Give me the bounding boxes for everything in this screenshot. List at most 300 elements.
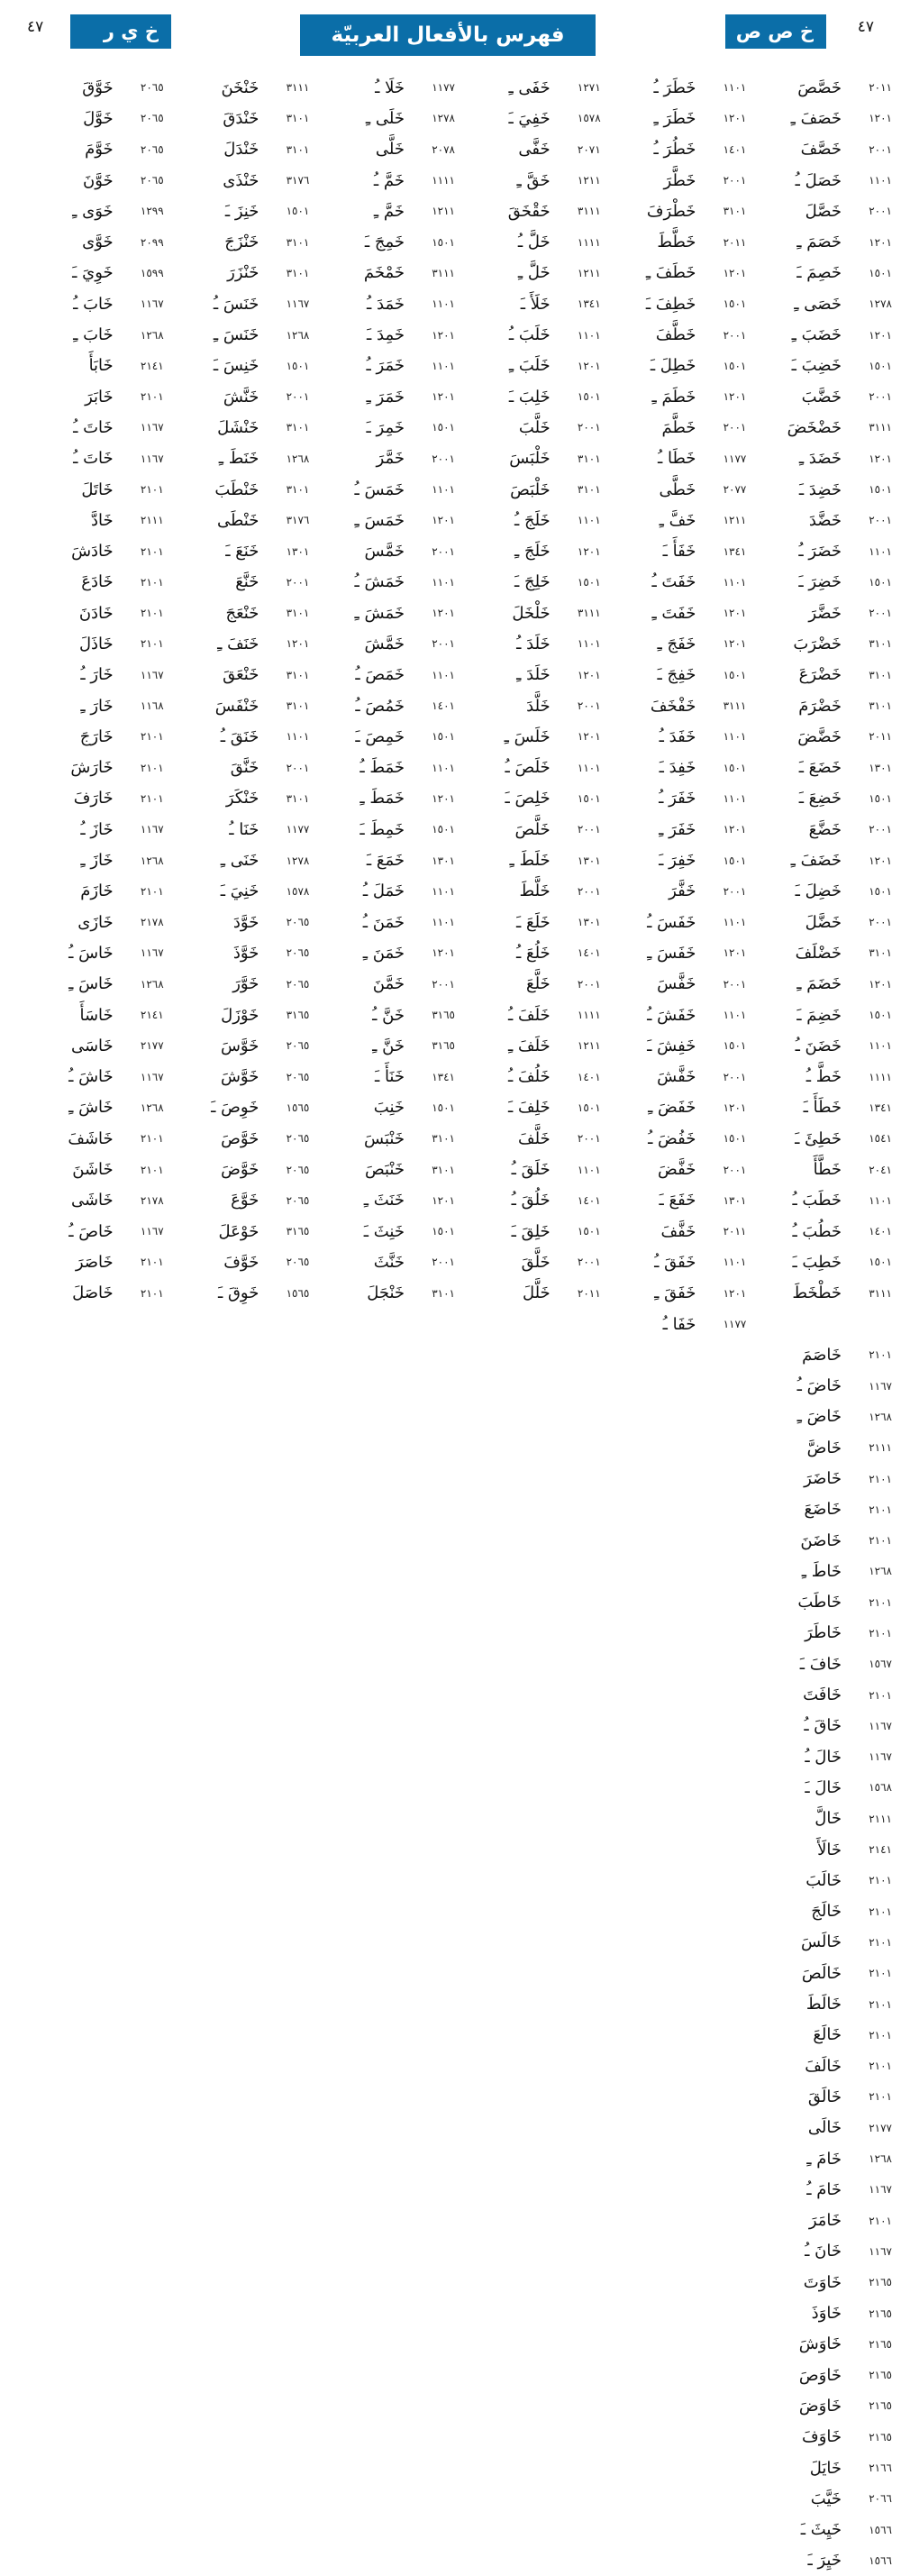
verb-text: خَطِلَ ـَ xyxy=(650,356,696,376)
conjugation-code: ٢٠٤١ xyxy=(869,1163,892,1176)
verb-entry xyxy=(601,1123,747,1154)
verb-entry xyxy=(18,1000,164,1030)
verb-entry xyxy=(18,443,164,474)
conjugation-code: ١١٠١ xyxy=(723,791,747,805)
conjugation-code: ١٢٦٨ xyxy=(869,1565,892,1578)
verb-text: خَنْدَقَ xyxy=(223,108,259,128)
conjugation-code: ٢٠٠١ xyxy=(432,977,455,991)
conjugation-code: ٢٠٠١ xyxy=(577,884,601,898)
verb-entry xyxy=(746,2360,892,2390)
verb-entry xyxy=(601,1062,747,1092)
conjugation-code: ٣١٠١ xyxy=(286,483,310,496)
verb-text: خَامَ ـُ xyxy=(806,2179,842,2199)
verb-entry xyxy=(164,288,310,319)
verb-entry xyxy=(601,258,747,288)
verb-entry xyxy=(309,1154,455,1184)
conjugation-code: ٢١٠١ xyxy=(869,1874,892,1887)
verb-entry xyxy=(746,937,892,968)
verb-entry xyxy=(601,1216,747,1247)
verb-text: خَنَسَ ـِ xyxy=(213,325,259,345)
verb-entry xyxy=(746,721,892,752)
conjugation-code: ١٢٠١ xyxy=(432,1193,455,1207)
verb-text: خَلَّعَ xyxy=(526,974,551,994)
conjugation-code: ٢٠٧٨ xyxy=(432,142,455,156)
verb-entry xyxy=(455,535,601,566)
verb-entry xyxy=(746,1123,892,1154)
conjugation-code: ٢٠٠١ xyxy=(723,421,747,434)
verb-text: خَفَّسَ xyxy=(657,974,696,994)
verb-entry xyxy=(746,1649,892,1679)
conjugation-code: ٢٠٦٥ xyxy=(286,1163,310,1176)
verb-entry xyxy=(164,598,310,628)
verb-entry xyxy=(746,2236,892,2267)
conjugation-code: ١٢٠١ xyxy=(432,328,455,342)
verb-text: خَطُرَ ـُ xyxy=(653,140,696,160)
verb-text: خَنَسَ ـُ xyxy=(213,294,259,314)
verb-entry xyxy=(309,381,455,412)
conjugation-code: ١٢٠١ xyxy=(869,854,892,867)
verb-entry xyxy=(746,2143,892,2174)
verb-text: خَضْلَفَ xyxy=(795,943,842,963)
conjugation-code: ١٢٦٨ xyxy=(286,328,310,342)
conjugation-code: ١١٦٧ xyxy=(869,2183,892,2197)
verb-text: خَضَعَ ـَ xyxy=(798,758,842,778)
verb-entry xyxy=(18,1154,164,1184)
verb-text: خَضِرَ ـَ xyxy=(798,572,842,592)
conjugation-code: ١٣٠١ xyxy=(723,1193,747,1207)
conjugation-code: ١١٠١ xyxy=(577,1163,601,1176)
verb-text: خَضَّدَ xyxy=(808,510,842,530)
verb-entry xyxy=(18,226,164,257)
conjugation-code: ٢١٧٧ xyxy=(140,1039,164,1053)
conjugation-code: ٣١٠١ xyxy=(869,668,892,681)
verb-text: خَوَّرَ xyxy=(232,974,259,994)
conjugation-code: ١٢٠١ xyxy=(577,359,601,372)
verb-text: خَلِصَ ـَ xyxy=(505,789,551,808)
conjugation-code: ١٣٤١ xyxy=(432,1070,455,1083)
verb-text: خَضَّعَ xyxy=(808,819,842,839)
verb-entry xyxy=(601,937,747,968)
verb-text: خَمَلَ ـُ xyxy=(362,882,405,901)
verb-entry xyxy=(746,2483,892,2514)
verb-entry xyxy=(309,103,455,133)
verb-text: خَضَّلَ xyxy=(805,912,842,932)
conjugation-code: ٢١٤١ xyxy=(140,1009,164,1022)
conjugation-code: ١٣٠١ xyxy=(577,854,601,867)
conjugation-code: ١٢٠١ xyxy=(869,452,892,465)
verb-text: خَلَّدَ xyxy=(526,696,551,716)
conjugation-code: ١٣٠١ xyxy=(577,916,601,929)
verb-entry xyxy=(309,351,455,381)
verb-entry xyxy=(164,753,310,783)
verb-entry xyxy=(164,351,310,381)
verb-text: خَلَبَ ـِ xyxy=(508,356,551,376)
verb-entry xyxy=(601,196,747,226)
verb-text: خَلَفَ ـُ xyxy=(507,1005,551,1025)
verb-entry xyxy=(309,598,455,628)
conjugation-code: ١٤٠١ xyxy=(869,1225,892,1238)
verb-entry xyxy=(18,1030,164,1061)
verb-entry xyxy=(746,1216,892,1247)
conjugation-code: ٣١١١ xyxy=(869,1286,892,1300)
conjugation-code: ١٥٧٨ xyxy=(286,884,310,898)
verb-entry xyxy=(601,381,747,412)
verb-entry xyxy=(18,165,164,196)
conjugation-code: ١٢٠١ xyxy=(577,544,601,558)
conjugation-code: ١١٦٧ xyxy=(286,297,310,311)
verb-entry xyxy=(164,535,310,566)
verb-text: خَالَقَ xyxy=(807,2087,842,2106)
conjugation-code: ١١١١ xyxy=(432,174,455,187)
verb-entry xyxy=(746,1834,892,1865)
verb-entry xyxy=(309,165,455,196)
conjugation-code: ٣١٠١ xyxy=(869,699,892,713)
verb-text: خَالَ ـُ xyxy=(805,1747,842,1767)
conjugation-code: ٢١٦٥ xyxy=(869,2399,892,2413)
conjugation-code: ١٤٠١ xyxy=(577,1070,601,1083)
verb-entry xyxy=(309,1278,455,1309)
conjugation-code: ١٥٠١ xyxy=(723,1132,747,1146)
verb-entry xyxy=(601,1309,747,1339)
verb-entry xyxy=(455,474,601,505)
verb-entry xyxy=(455,969,601,1000)
conjugation-code: ٢١٠١ xyxy=(140,791,164,805)
conjugation-code: ١٢٧٨ xyxy=(432,112,455,125)
verb-text: خَنْعَقَ xyxy=(223,665,259,685)
verb-text: خَلَجَ ـُ xyxy=(514,510,551,530)
verb-entry xyxy=(18,196,164,226)
verb-entry xyxy=(18,721,164,752)
verb-text: خَالَعَ xyxy=(813,2025,842,2045)
verb-text: خَفَّ ـِ xyxy=(659,510,696,530)
conjugation-code: ٢٠٦٦ xyxy=(869,2492,892,2506)
verb-text: خَنْخَنَ xyxy=(221,78,259,97)
verb-entry xyxy=(601,753,747,783)
verb-text: خَاشَى xyxy=(70,1191,114,1210)
verb-text: خَفَّى xyxy=(518,140,551,160)
verb-entry xyxy=(18,505,164,535)
conjugation-code: ٣١٠١ xyxy=(286,791,310,805)
conjugation-code: ١١٦٧ xyxy=(140,452,164,465)
conjugation-code: ٢٠٠١ xyxy=(286,761,310,774)
verb-entry xyxy=(18,134,164,165)
verb-text: خَاشَنَ xyxy=(72,1160,114,1180)
verb-entry xyxy=(746,1062,892,1092)
verb-entry xyxy=(746,2051,892,2081)
conjugation-code: ٢١٠١ xyxy=(140,1256,164,1269)
verb-entry xyxy=(746,690,892,721)
verb-text: خَازَمَ xyxy=(80,882,114,901)
verb-text: خَمَّنَ xyxy=(372,974,405,994)
verb-text: خَضَّبَ xyxy=(801,387,842,406)
verb-text: خَلَقَ ـُ xyxy=(511,1160,551,1180)
conjugation-code: ١٥٠١ xyxy=(723,1039,747,1053)
verb-entry xyxy=(746,1402,892,1432)
verb-text: خَنِثَ ـَ xyxy=(363,1221,405,1241)
verb-text: خَفَجَ ـِ xyxy=(657,634,696,653)
conjugation-code: ٣١١١ xyxy=(286,81,310,95)
verb-entry xyxy=(455,1247,601,1277)
verb-text: خَاصَلَ xyxy=(72,1283,114,1303)
verb-entry xyxy=(746,288,892,319)
verb-entry xyxy=(455,783,601,814)
verb-entry xyxy=(455,1278,601,1309)
verb-entry xyxy=(455,1062,601,1092)
conjugation-code: ١٢٠١ xyxy=(869,235,892,249)
conjugation-code: ١٥٠١ xyxy=(723,761,747,774)
verb-entry xyxy=(455,165,601,196)
verb-entry xyxy=(746,103,892,133)
verb-entry xyxy=(601,1000,747,1030)
conjugation-code: ٢١٠١ xyxy=(140,1163,164,1176)
verb-text: خَوَّلَ xyxy=(83,108,114,128)
verb-text: خَوَّسَ xyxy=(220,1036,259,1055)
verb-entry xyxy=(18,381,164,412)
verb-text: خَازَى xyxy=(77,912,114,932)
verb-entry xyxy=(455,258,601,288)
verb-entry xyxy=(309,1185,455,1216)
verb-text: خَابَ ـِ xyxy=(73,325,114,345)
verb-text: خَاضَّ xyxy=(806,1438,842,1457)
verb-entry xyxy=(455,721,601,752)
verb-entry xyxy=(746,2514,892,2544)
verb-text: خَامَرَ xyxy=(808,2211,842,2231)
verb-entry xyxy=(746,876,892,907)
verb-entry xyxy=(164,412,310,443)
conjugation-code: ١٥٦٧ xyxy=(869,1658,892,1671)
verb-text: خَلَصَ ـُ xyxy=(505,758,551,778)
verb-entry xyxy=(309,783,455,814)
verb-text: خَلَسَ ـِ xyxy=(504,726,551,746)
verb-text: خَمْخَمَ xyxy=(363,263,405,283)
conjugation-code: ٢١٦٥ xyxy=(869,2337,892,2351)
verb-entry xyxy=(746,1741,892,1772)
conjugation-code: ١٣٤١ xyxy=(577,297,601,311)
conjugation-code: ٢٠٦٥ xyxy=(286,1070,310,1083)
verb-text: خَارَفَ xyxy=(73,789,114,808)
verb-text: خَايَلَ xyxy=(809,2458,842,2478)
verb-entry xyxy=(746,1030,892,1061)
verb-text: خَضَبَ ـِ xyxy=(791,325,842,345)
verb-text: خَنَى ـِ xyxy=(220,851,259,871)
verb-entry xyxy=(746,2113,892,2143)
conjugation-code: ١٥٠١ xyxy=(432,1101,455,1114)
conjugation-code: ٢١٤١ xyxy=(869,1843,892,1857)
verb-entry xyxy=(601,690,747,721)
conjugation-code: ١٥٠١ xyxy=(432,421,455,434)
conjugation-code: ١٢٦٨ xyxy=(140,1101,164,1114)
conjugation-code: ٢٠٠١ xyxy=(577,977,601,991)
verb-entry xyxy=(746,2329,892,2360)
conjugation-code: ١٢٠١ xyxy=(723,390,747,404)
verb-entry xyxy=(746,1432,892,1463)
verb-entry xyxy=(746,1679,892,1710)
conjugation-code: ١١٦٧ xyxy=(140,946,164,960)
conjugation-code: ٢١٠١ xyxy=(869,2214,892,2227)
conjugation-code: ٢٠٩٩ xyxy=(140,235,164,249)
conjugation-code: ٢٠٠١ xyxy=(723,174,747,187)
conjugation-code: ٣١٠١ xyxy=(432,1286,455,1300)
verb-entry xyxy=(746,381,892,412)
conjugation-code: ١٣٠١ xyxy=(869,761,892,774)
conjugation-code: ٢٠١١ xyxy=(577,1286,601,1300)
page-number-left: ٤٧ xyxy=(27,18,44,36)
verb-text: خَصَّفَ xyxy=(800,140,842,160)
verb-text: خَمَطَ ـُ xyxy=(359,758,405,778)
verb-text: خَلَجَ ـِ xyxy=(514,542,551,562)
verb-entry xyxy=(746,351,892,381)
verb-text: خَنَعَ ـَ xyxy=(225,542,259,562)
verb-text: خَلَدَ ـِ xyxy=(516,665,551,685)
verb-text: خَيِرَ ـَ xyxy=(807,2551,842,2571)
verb-text: خَنْجَلَ xyxy=(367,1283,405,1303)
verb-entry xyxy=(455,1216,601,1247)
verb-entry xyxy=(164,1216,310,1247)
verb-text: خَمَسَ ـِ xyxy=(354,510,405,530)
conjugation-code: ١٢٠١ xyxy=(723,607,747,620)
verb-text: خَفِجَ ـَ xyxy=(657,665,696,685)
verb-text: خَنِيَ ـَ xyxy=(220,882,259,901)
verb-text: خَفِرَ ـَ xyxy=(659,851,696,871)
verb-text: خَطِفَ ـَ xyxy=(645,294,696,314)
conjugation-code: ١٥٠١ xyxy=(577,791,601,805)
verb-text: خَمُصَ ـُ xyxy=(355,696,405,716)
conjugation-code: ٢١٠١ xyxy=(869,1935,892,1949)
verb-text: خَطَرَ ـُ xyxy=(653,78,696,97)
conjugation-code: ١١٠١ xyxy=(869,174,892,187)
verb-column xyxy=(746,1339,892,2576)
conjugation-code: ٢١٠١ xyxy=(869,1472,892,1485)
conjugation-code: ١٣٠١ xyxy=(432,854,455,867)
verb-text: خَلَّصَ xyxy=(514,819,551,839)
verb-entry xyxy=(746,1618,892,1649)
conjugation-code: ١٥٠١ xyxy=(869,483,892,496)
verb-text: خَوَّدَ xyxy=(232,912,259,932)
verb-entry xyxy=(601,1030,747,1061)
conjugation-code: ١٥٠١ xyxy=(432,1225,455,1238)
verb-text: خَوَّى xyxy=(82,233,114,252)
verb-entry xyxy=(601,505,747,535)
conjugation-code: ٢٠٠١ xyxy=(869,390,892,404)
conjugation-code: ٣١٠١ xyxy=(286,421,310,434)
verb-entry xyxy=(455,381,601,412)
conjugation-code: ١٢٠١ xyxy=(869,328,892,342)
conjugation-code: ٣١٠١ xyxy=(869,637,892,651)
verb-text: خَالَأَ xyxy=(817,1840,842,1859)
conjugation-code: ٢٠٠١ xyxy=(577,1256,601,1269)
verb-text: خَلَّطَ xyxy=(519,882,551,901)
verb-entry xyxy=(164,1030,310,1061)
verb-entry xyxy=(746,1896,892,1927)
verb-entry xyxy=(164,196,310,226)
verb-text: خَمَطَ ـِ xyxy=(359,789,405,808)
verb-text: خَطَفَ ـِ xyxy=(645,263,696,283)
verb-entry xyxy=(164,567,310,598)
verb-entry xyxy=(601,443,747,474)
conjugation-code: ٢٠٠١ xyxy=(723,1070,747,1083)
verb-index-grid xyxy=(18,72,892,2571)
verb-entry xyxy=(18,288,164,319)
conjugation-code: ١١٠١ xyxy=(286,730,310,744)
conjugation-code: ١١٦٧ xyxy=(140,1225,164,1238)
verb-text: خَامَ ـِ xyxy=(806,2149,842,2169)
verb-entry xyxy=(18,535,164,566)
verb-entry xyxy=(746,1804,892,1834)
conjugation-code: ٢٠٠١ xyxy=(869,205,892,218)
verb-text: خَاوَضَ xyxy=(798,2396,842,2416)
verb-entry xyxy=(455,226,601,257)
conjugation-code: ١٢٠١ xyxy=(432,390,455,404)
verb-text: خَطْخَطَ xyxy=(792,1283,842,1303)
verb-text: خَفَى ـِ xyxy=(508,78,551,97)
verb-entry xyxy=(455,845,601,875)
conjugation-code: ٢١٠١ xyxy=(140,1132,164,1146)
verb-text: خَاسَأَ xyxy=(79,1005,114,1025)
verb-entry xyxy=(746,2453,892,2483)
verb-text: خَضِعَ ـَ xyxy=(798,789,842,808)
verb-text: خَلَّلَ xyxy=(522,1283,551,1303)
verb-text: خَصَّلَ xyxy=(805,201,842,221)
verb-entry xyxy=(601,1278,747,1309)
conjugation-code: ١٢٠١ xyxy=(286,637,310,651)
verb-entry xyxy=(309,72,455,103)
verb-text: خَادَعَ xyxy=(81,572,114,592)
conjugation-code: ٢١٤١ xyxy=(140,359,164,372)
verb-text: خَوْعَلَ xyxy=(218,1221,259,1241)
conjugation-code: ١٥٠١ xyxy=(286,205,310,218)
verb-entry xyxy=(746,1711,892,1741)
verb-entry xyxy=(164,814,310,845)
verb-text: خَطَا ـُ xyxy=(657,449,696,469)
verb-text: خَيَّبَ xyxy=(810,2489,842,2508)
conjugation-code: ٢٠٠١ xyxy=(286,390,310,404)
verb-entry xyxy=(164,1092,310,1123)
verb-entry xyxy=(746,1587,892,1618)
conjugation-code: ١٥٠١ xyxy=(577,1101,601,1114)
conjugation-code: ٢٠٦٥ xyxy=(286,916,310,929)
verb-entry xyxy=(309,226,455,257)
verb-text: خَنِسَ ـَ xyxy=(213,356,259,376)
verb-text: خَمِطَ ـَ xyxy=(359,819,405,839)
conjugation-code: ١٢٧٨ xyxy=(286,854,310,867)
conjugation-code: ٣١٠١ xyxy=(577,483,601,496)
verb-text: خَاصَ ـُ xyxy=(68,1221,114,1241)
verb-entry xyxy=(601,814,747,845)
verb-entry xyxy=(746,2297,892,2328)
verb-text: خَارَشَ xyxy=(70,758,114,778)
verb-entry xyxy=(309,690,455,721)
verb-text: خَطَّى xyxy=(659,480,696,499)
verb-text: خَلَعَ ـَ xyxy=(516,912,551,932)
verb-entry xyxy=(455,876,601,907)
conjugation-code: ١١٦٧ xyxy=(869,2244,892,2258)
conjugation-code: ٣١٠١ xyxy=(286,235,310,249)
conjugation-code: ٢٠١١ xyxy=(869,81,892,95)
verb-entry xyxy=(746,845,892,875)
verb-entry xyxy=(18,937,164,968)
verb-text: خَنْزَرَ xyxy=(227,263,259,283)
conjugation-code: ١١٧٧ xyxy=(432,81,455,95)
conjugation-code: ١١٠١ xyxy=(723,916,747,929)
verb-entry xyxy=(455,351,601,381)
verb-entry xyxy=(746,814,892,845)
verb-entry xyxy=(164,937,310,968)
verb-entry xyxy=(746,1092,892,1123)
root-range-tag-left: خ ي ر xyxy=(70,14,171,49)
verb-entry xyxy=(601,72,747,103)
verb-text: خَنْفَسَ xyxy=(214,696,259,716)
conjugation-code: ٢٠٧١ xyxy=(577,142,601,156)
